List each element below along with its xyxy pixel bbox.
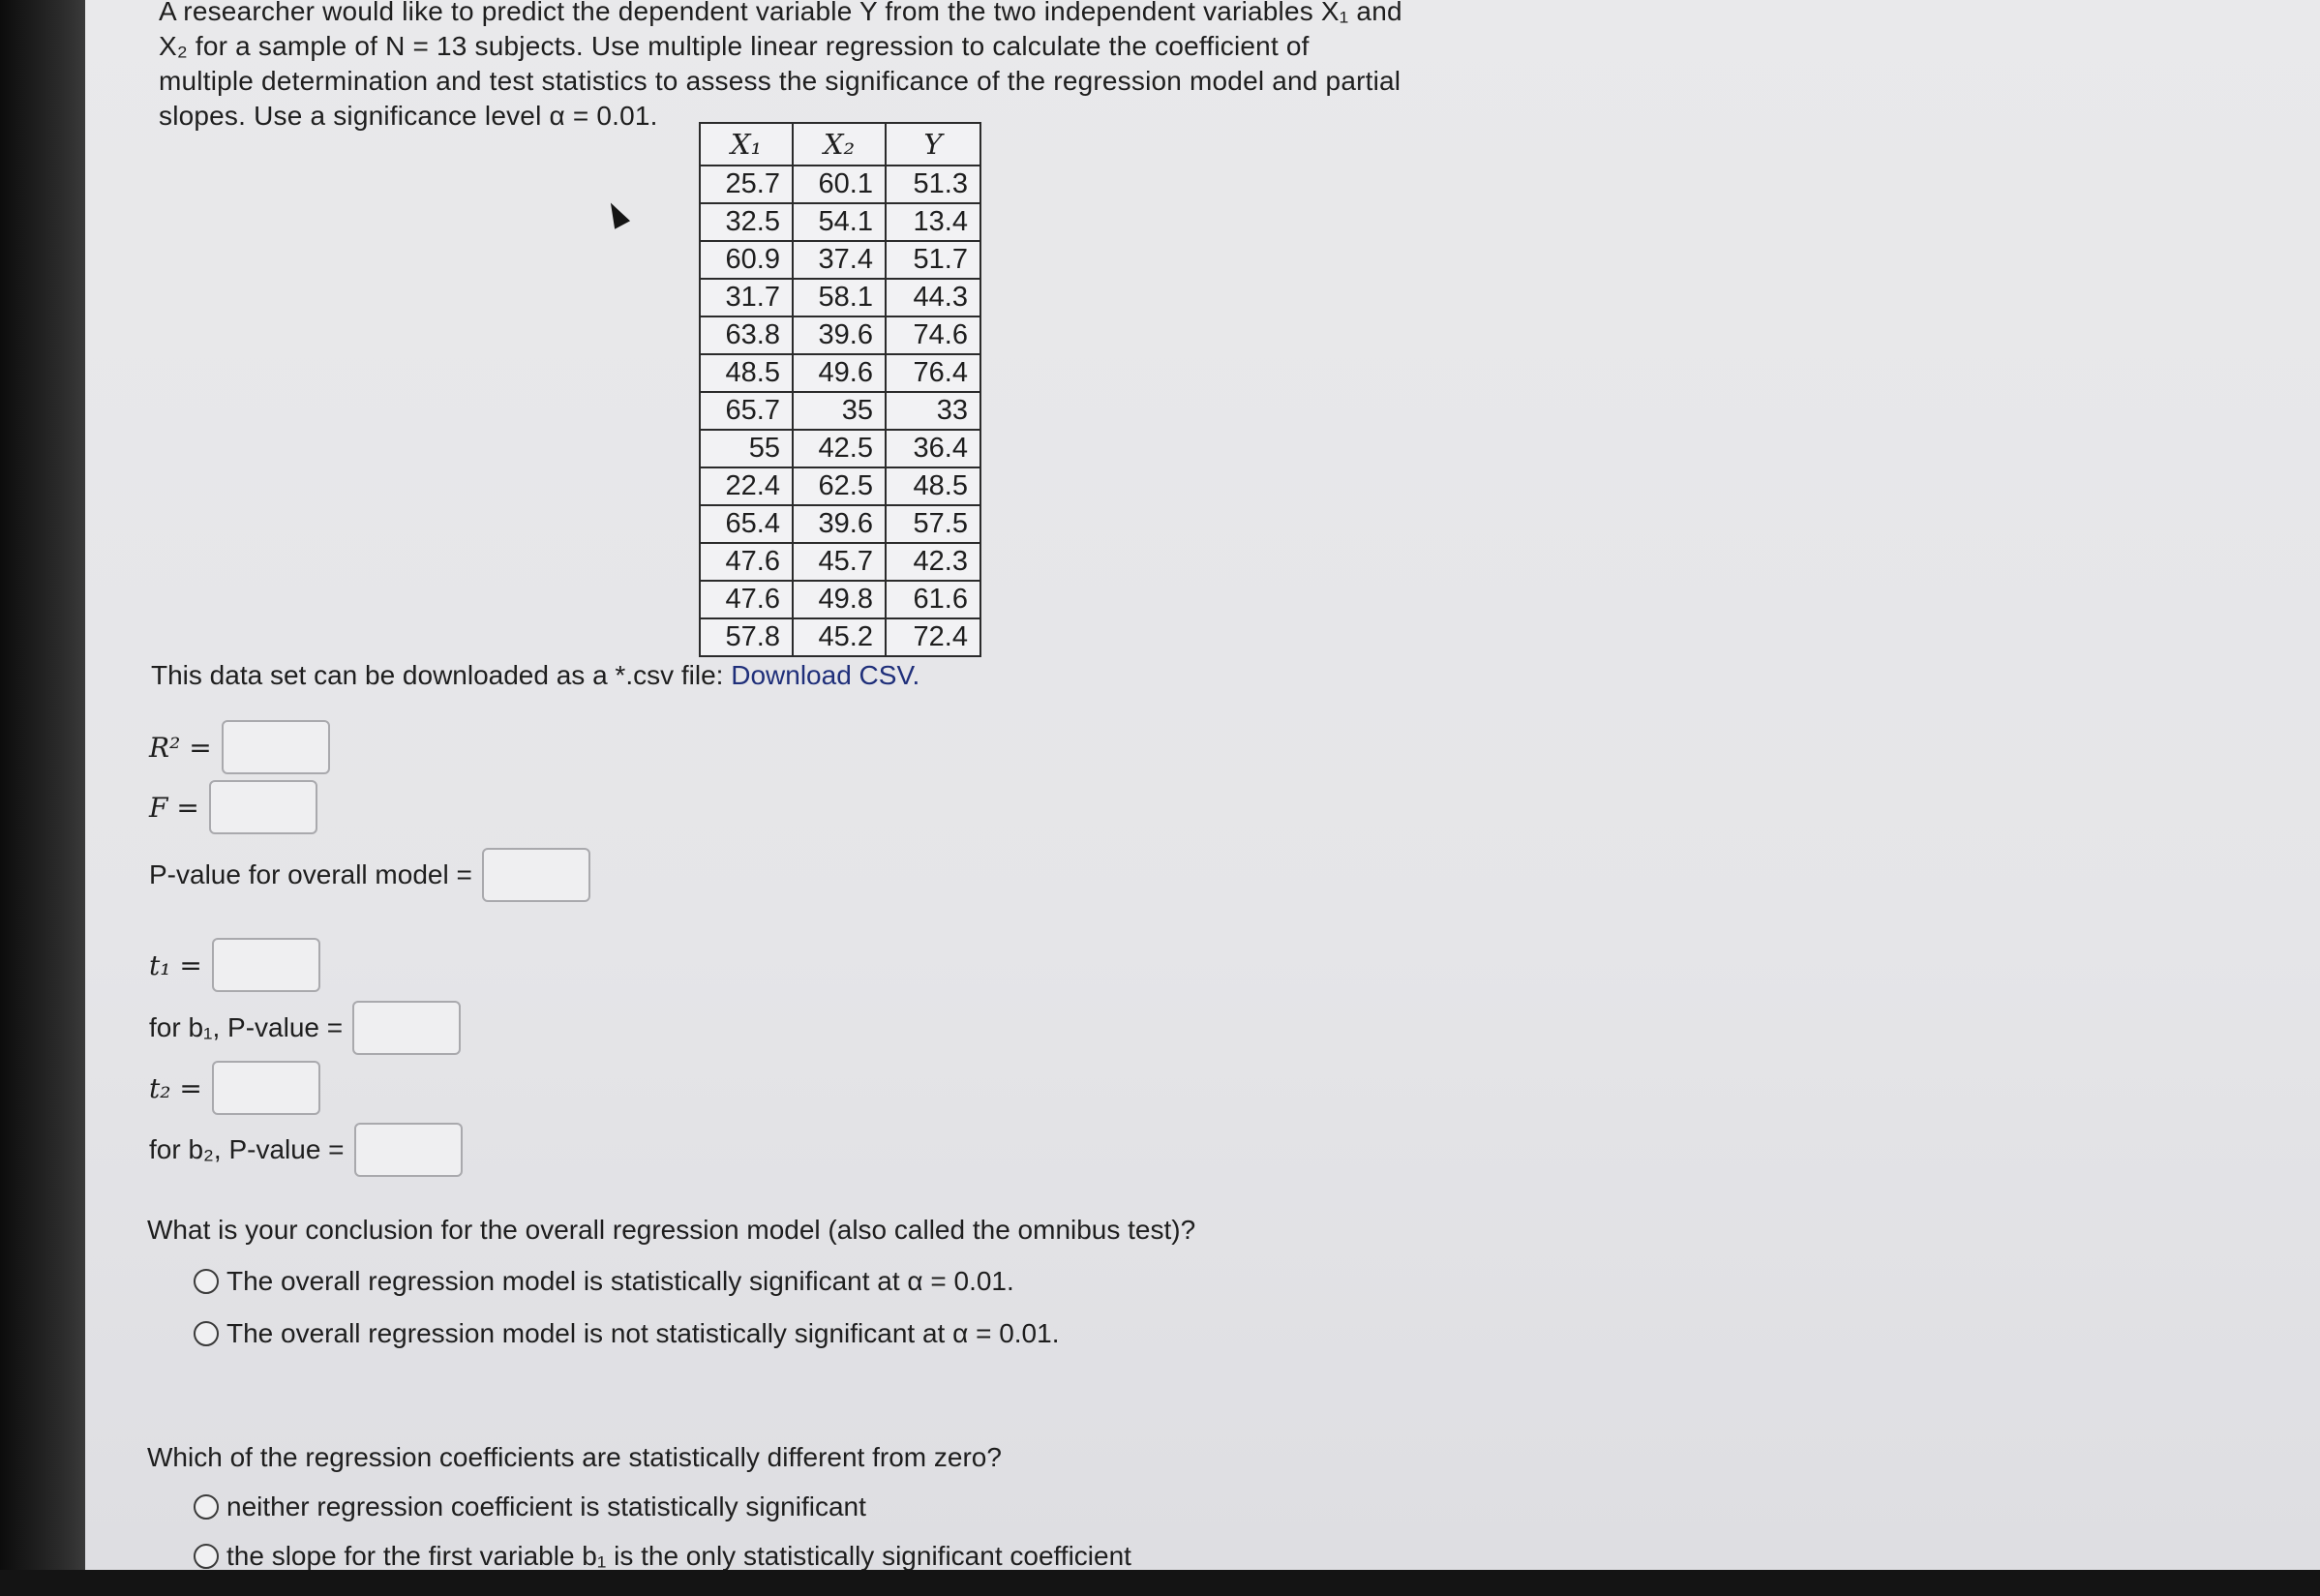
cell-x1: 22.4 [700, 467, 793, 505]
omnibus-option-not-significant[interactable] [194, 1318, 1059, 1349]
r-squared-input[interactable] [222, 720, 330, 774]
cell-x1: 55 [700, 430, 793, 467]
table-row [700, 316, 980, 354]
monitor-bezel-bottom [0, 1570, 2320, 1596]
cell-x2: 49.6 [793, 354, 886, 392]
problem-statement [159, 0, 1543, 134]
cell-y: 42.3 [886, 543, 980, 581]
t1-label: t₁ = [149, 949, 202, 981]
option-label: the slope for the first variable b₁ is the only statistically significant coefficient [226, 1541, 1131, 1570]
cell-x2: 42.5 [793, 430, 886, 467]
r-squared-row [149, 720, 330, 774]
omnibus-option-significant[interactable] [194, 1266, 1014, 1297]
cell-x1: 47.6 [700, 581, 793, 618]
problem-line-4: slopes. Use a significance level α = 0.01. [159, 101, 658, 131]
f-stat-row [149, 780, 317, 834]
p-b1-row [149, 1001, 461, 1055]
cell-x1: 32.5 [700, 203, 793, 241]
cell-y: 36.4 [886, 430, 980, 467]
cell-x2: 60.1 [793, 166, 886, 203]
table-row [700, 203, 980, 241]
f-stat-input[interactable] [209, 780, 317, 834]
cell-x2: 54.1 [793, 203, 886, 241]
coef-option-b1-only[interactable] [194, 1541, 1131, 1570]
header-x2: X₂ [793, 123, 886, 166]
table-row [700, 166, 980, 203]
p-overall-row [149, 848, 590, 902]
t1-input[interactable] [212, 938, 320, 992]
problem-line-3: multiple determination and test statistics to assess the significance of the regression model and partial [159, 66, 1401, 96]
cell-x1: 60.9 [700, 241, 793, 279]
cell-x2: 58.1 [793, 279, 886, 316]
cell-x2: 39.6 [793, 316, 886, 354]
cell-x1: 47.6 [700, 543, 793, 581]
radio-button-icon[interactable] [194, 1321, 219, 1346]
cell-y: 76.4 [886, 354, 980, 392]
table-row [700, 392, 980, 430]
option-label: The overall regression model is statistically significant at α = 0.01. [226, 1266, 1014, 1296]
omnibus-question: What is your conclusion for the overall regression model (also called the omnibus test)? [147, 1215, 1196, 1245]
table-header-row [700, 123, 980, 166]
cell-x1: 25.7 [700, 166, 793, 203]
cell-x2: 49.8 [793, 581, 886, 618]
cell-x1: 48.5 [700, 354, 793, 392]
option-label: The overall regression model is not statistically significant at α = 0.01. [226, 1318, 1060, 1348]
problem-line-1: A researcher would like to predict the dependent variable Y from the two independent variables X₁ and [159, 0, 1402, 26]
table-row [700, 241, 980, 279]
radio-button-icon[interactable] [194, 1269, 219, 1294]
r-squared-label: R² = [149, 731, 212, 764]
cell-x2: 45.2 [793, 618, 886, 656]
screen [85, 0, 2320, 1570]
download-line [151, 660, 919, 691]
p-b2-input[interactable] [354, 1123, 463, 1177]
cell-y: 61.6 [886, 581, 980, 618]
t1-row [149, 938, 320, 992]
p-b2-row [149, 1123, 463, 1177]
cell-y: 72.4 [886, 618, 980, 656]
cell-x1: 65.4 [700, 505, 793, 543]
radio-button-icon[interactable] [194, 1544, 219, 1569]
download-text: This data set can be downloaded as a *.csv file: [151, 660, 732, 690]
table-row [700, 467, 980, 505]
download-csv-link[interactable]: Download CSV. [731, 660, 920, 690]
coef-option-neither[interactable] [194, 1491, 866, 1522]
radio-button-icon[interactable] [194, 1494, 219, 1520]
data-table [699, 122, 981, 657]
cell-x2: 35 [793, 392, 886, 430]
t2-label: t₂ = [149, 1071, 202, 1104]
cell-y: 44.3 [886, 279, 980, 316]
cell-x2: 45.7 [793, 543, 886, 581]
cell-x1: 63.8 [700, 316, 793, 354]
coefficients-question: Which of the regression coefficients are statistically different from zero? [147, 1442, 1002, 1472]
monitor-bezel-left [0, 0, 85, 1596]
t2-row [149, 1061, 320, 1115]
table-row [700, 618, 980, 656]
mouse-pointer-icon [603, 198, 630, 228]
cell-x1: 65.7 [700, 392, 793, 430]
table-row [700, 430, 980, 467]
p-b1-label: for b₁, P-value = [149, 1012, 344, 1042]
problem-line-2: X₂ for a sample of N = 13 subjects. Use multiple linear regression to calculate the coefficient of [159, 31, 1310, 61]
p-b2-label: for b₂, P-value = [149, 1134, 345, 1164]
header-x1: X₁ [700, 123, 793, 166]
cell-x1: 31.7 [700, 279, 793, 316]
cell-y: 57.5 [886, 505, 980, 543]
table-row [700, 279, 980, 316]
p-overall-label: P-value for overall model = [149, 859, 472, 889]
table-row [700, 354, 980, 392]
cell-y: 33 [886, 392, 980, 430]
cell-x2: 37.4 [793, 241, 886, 279]
option-label: neither regression coefficient is statistically significant [226, 1491, 866, 1521]
cell-x1: 57.8 [700, 618, 793, 656]
table-row [700, 505, 980, 543]
cell-y: 74.6 [886, 316, 980, 354]
t2-input[interactable] [212, 1061, 320, 1115]
header-y: Y [886, 123, 980, 166]
table-row [700, 543, 980, 581]
p-b1-input[interactable] [352, 1001, 461, 1055]
cell-x2: 62.5 [793, 467, 886, 505]
cell-y: 13.4 [886, 203, 980, 241]
table-row [700, 581, 980, 618]
cell-y: 51.7 [886, 241, 980, 279]
p-overall-input[interactable] [482, 848, 590, 902]
f-stat-label: F = [149, 791, 199, 824]
cell-y: 48.5 [886, 467, 980, 505]
cell-x2: 39.6 [793, 505, 886, 543]
cell-y: 51.3 [886, 166, 980, 203]
